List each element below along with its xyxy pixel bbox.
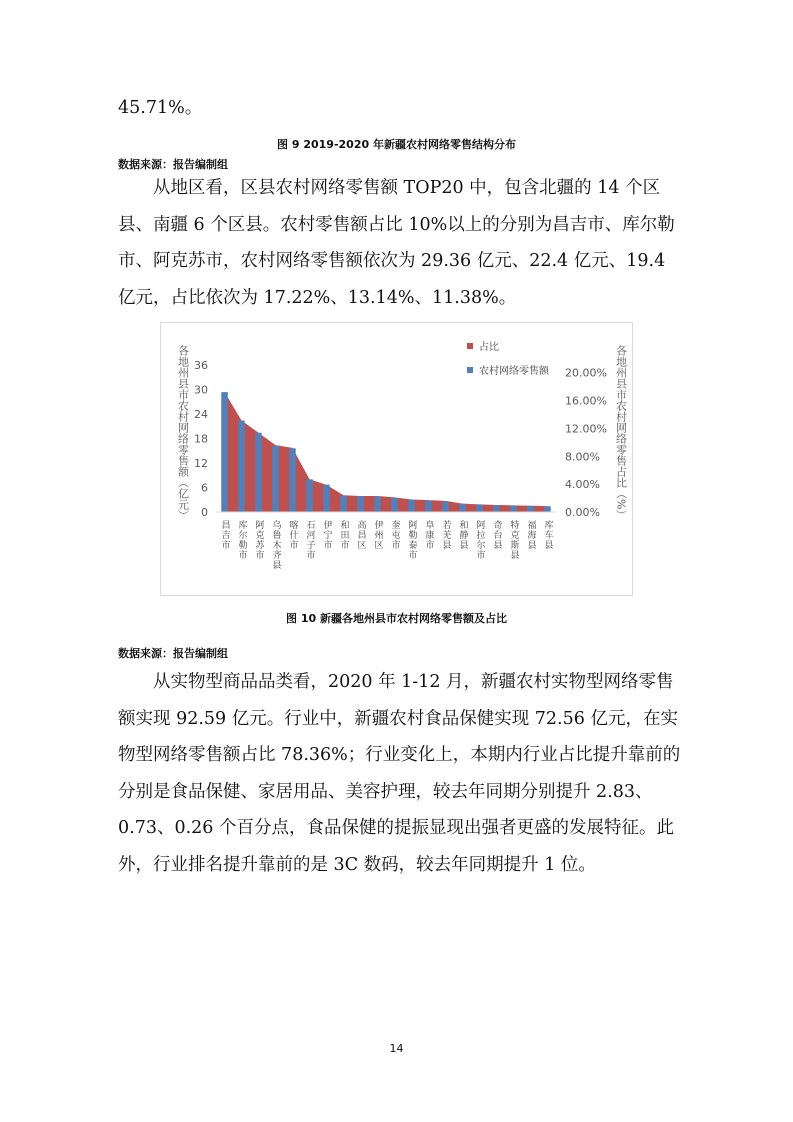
category-label: 特克斯县	[508, 520, 519, 560]
right-tick-label: 20.00%	[565, 366, 607, 380]
category-label: 阿克苏市	[253, 520, 264, 560]
right-tick-label: 0.00%	[565, 506, 600, 519]
category-label: 和静县	[457, 520, 468, 550]
bar-14	[442, 501, 448, 512]
category-label: 伊州区	[372, 520, 383, 550]
bar-9	[357, 496, 363, 512]
source-label: 数据来源：报告编制组	[118, 158, 228, 171]
legend-label-share: 占比	[479, 342, 499, 353]
left-tick-label: 30	[194, 383, 208, 397]
bar-17	[493, 505, 499, 512]
bar-7	[323, 485, 329, 512]
category-label: 乌鲁木齐县	[270, 520, 281, 570]
category-label: 和田市	[338, 520, 349, 550]
bar-10	[374, 496, 380, 512]
bar-12	[408, 500, 414, 512]
category-label: 若羌县	[440, 520, 451, 550]
paragraph-category: 从实物型商品品类看，2020 年 1-12 月，新疆农村实物型网络零售额实现 92.59 亿元。行业中，新疆农村食品保健实现 72.56 亿元，在实物型网络零售额占比 78.36%；行业变化上，本期内行业占比提升靠前的分别是食品保健、家居用品、美容护理，较去年同期分别提升 2.83、0.73、0.26 个百分点，食品保健的提振显现出强者更盛的发展特征。此外，行业排名提升靠前的是 3C 数码，较去年同期提升 1 位。	[118, 672, 681, 875]
y2-axis-title: 各地州县市农村网络零售占比（%）	[614, 345, 628, 521]
bar-8	[340, 496, 346, 512]
page-number: 14	[389, 1042, 404, 1055]
category-label: 伊宁市	[321, 520, 332, 550]
right-tick-label: 12.00%	[565, 422, 607, 436]
bar-13	[425, 501, 431, 512]
category-label: 阜康市	[423, 520, 434, 550]
left-tick-label: 24	[194, 408, 208, 421]
bar-2	[238, 421, 244, 512]
category-label: 库尔勒市	[236, 520, 247, 560]
bar-5	[289, 448, 295, 512]
source-label: 数据来源：报告编制组	[118, 647, 228, 660]
bar-4	[272, 446, 278, 512]
right-tick-label: 4.00%	[565, 478, 600, 492]
category-label: 奎屯市	[389, 520, 400, 550]
right-tick-label: 8.00%	[565, 450, 600, 464]
legend-swatch-share	[467, 343, 473, 349]
bar-3	[255, 433, 261, 512]
bar-6	[306, 479, 312, 512]
rural-sales-chart	[161, 323, 632, 595]
bar-16	[476, 505, 482, 512]
category-label: 喀什市	[287, 520, 298, 550]
category-label: 阿勒泰市	[406, 520, 417, 560]
left-tick-label: 36	[194, 359, 208, 372]
category-label: 昌吉市	[219, 520, 230, 550]
top-line: 45.71%。	[118, 98, 203, 118]
left-tick-label: 18	[194, 432, 208, 446]
chart-frame	[160, 322, 633, 596]
bar-20	[544, 506, 550, 512]
legend-label-sales: 农村网络零售额	[479, 366, 549, 377]
right-tick-label: 16.00%	[565, 394, 607, 408]
left-tick-label: 0	[201, 506, 208, 519]
legend-swatch-sales	[467, 367, 473, 373]
bar-11	[391, 498, 397, 512]
figure-9-caption: 图 9 2019-2020 年新疆农村网络零售结构分布	[277, 138, 516, 151]
left-tick-label: 6	[201, 481, 208, 495]
bar-15	[459, 504, 465, 512]
y-axis-title: 各地州县市农村网络零售额（亿元）	[176, 345, 190, 521]
figure-10-caption: 图 10 新疆各地州县市农村网络零售额及占比	[286, 612, 507, 625]
category-label: 石河子市	[304, 520, 315, 560]
category-label: 福海县	[525, 520, 536, 550]
bar-1	[221, 392, 227, 512]
bar-18	[510, 505, 516, 512]
category-label: 库车县	[542, 520, 553, 550]
bar-19	[527, 506, 533, 512]
left-tick-label: 12	[194, 457, 208, 470]
category-label: 奇台县	[491, 520, 502, 550]
paragraph-region: 从地区看，区县农村网络零售额 TOP20 中，包含北疆的 14 个区县、南疆 6 个区县。农村零售额占比 10%以上的分别为昌吉市、库尔勒市、阿克苏市，农村网络零售额依次为 29.36 亿元、22.4 亿元、19.4 亿元，占比依次为 17.22%、13.14%、11.38%。	[118, 178, 675, 308]
category-label: 高昌区	[355, 520, 366, 550]
category-label: 阿拉尔市	[474, 520, 485, 560]
